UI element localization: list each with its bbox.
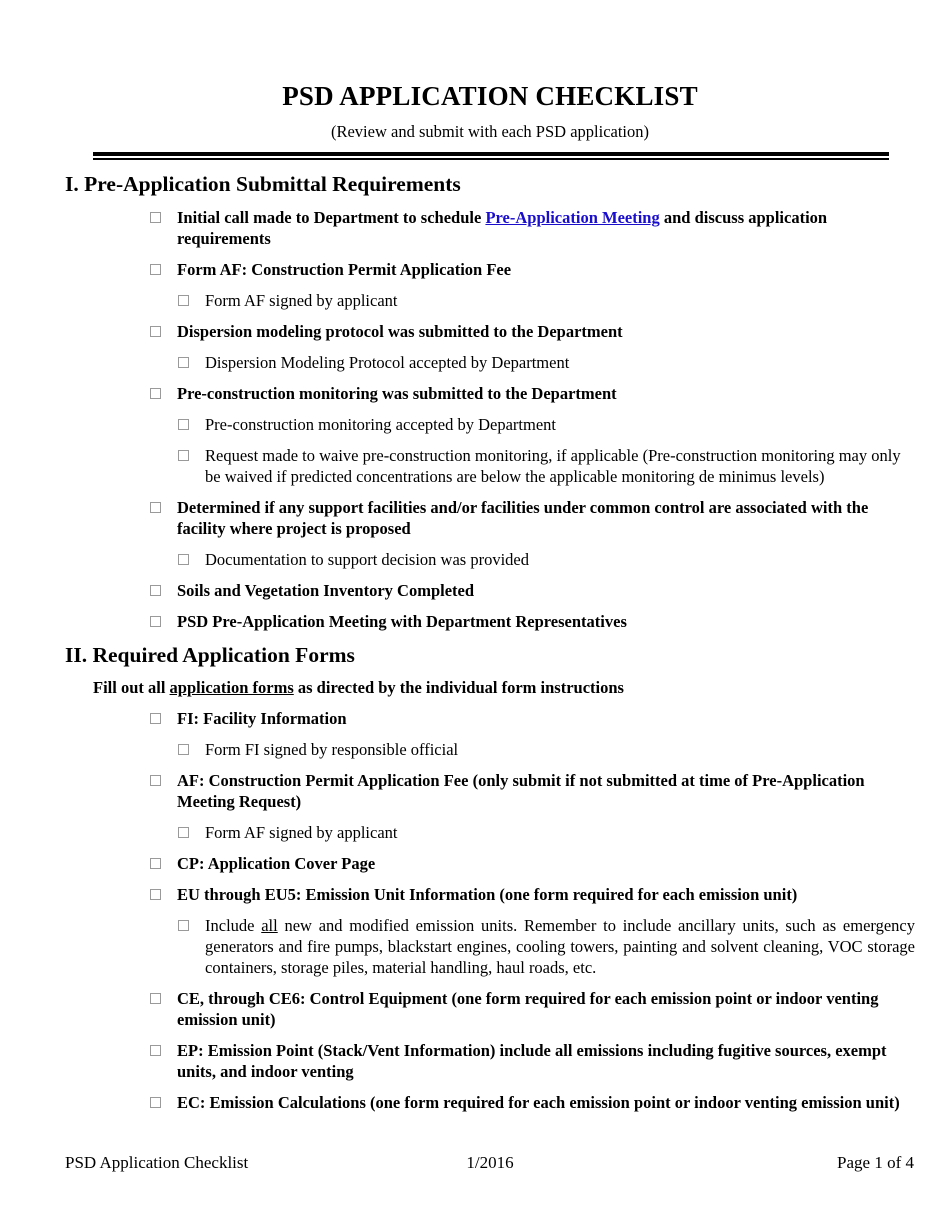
checklist-subitem-documentation: Documentation to support decision was provided [178,549,915,570]
checklist-item-soils-vegetation: Soils and Vegetation Inventory Completed [150,580,915,601]
checkbox[interactable] [150,326,161,337]
checklist-item-initial-call: Initial call made to Department to schedule Pre-Application Meeting and discuss application requirements [150,207,915,249]
checklist-subitem-emission-units: Include all new and modified emission units. Remember to include ancillary units, such as emergency generators and fire pumps, blackstart engines, cooling towers, painting and solvent cleaning, VOC storage containers, storage piles, material handling, haul roads, etc. [178,915,915,978]
checklist-subitem-form-af-signed: Form AF signed by applicant [178,290,915,311]
checklist-subitem-monitoring-accepted: Pre-construction monitoring accepted by Department [178,414,915,435]
checkbox[interactable] [178,295,189,306]
checkbox[interactable] [150,775,161,786]
checkbox[interactable] [178,827,189,838]
footer-page-number: Page 1 of 4 [837,1153,914,1172]
section-heading-required-forms: II. Required Application Forms [65,643,355,667]
checklist-item-ec: EC: Emission Calculations (one form required for each emission point or indoor venting emission unit) [150,1092,915,1113]
checklist-subitem-fi-signed: Form FI signed by responsible official [178,739,915,760]
checkbox[interactable] [178,554,189,565]
checkbox[interactable] [150,993,161,1004]
checkbox[interactable] [178,450,189,461]
checklist-item-cp: CP: Application Cover Page [150,853,915,874]
footer-document-name: PSD Application Checklist [65,1153,249,1172]
checklist-item-pre-application-meeting: PSD Pre-Application Meeting with Department Representatives [150,611,915,632]
checkbox[interactable] [150,502,161,513]
checklist-item-support-facilities: Determined if any support facilities and/or facilities under common control are associated with the facility where project is proposed [150,497,915,539]
footer-date: 1/2016 [466,1153,514,1172]
checkbox[interactable] [150,858,161,869]
checkbox[interactable] [150,388,161,399]
checklist-subitem-waive-monitoring: Request made to waive pre-construction monitoring, if applicable (Pre-construction monitoring may only be waived if predicted concentrations are below the applicable monitoring de minimus levels) [178,445,915,487]
checkbox[interactable] [150,1097,161,1108]
checklist-item-af: AF: Construction Permit Application Fee (only submit if not submitted at time of Pre-Application Meeting Request) [150,770,915,812]
checkbox[interactable] [178,357,189,368]
checklist-item-form-af: Form AF: Construction Permit Application Fee [150,259,915,280]
forms-instruction: Fill out all application forms as directed by the individual form instructions [93,678,624,697]
checkbox[interactable] [150,264,161,275]
checklist-item-ep: EP: Emission Point (Stack/Vent Information) include all emissions including fugitive sources, exempt units, and indoor venting [150,1040,915,1082]
checkbox[interactable] [150,585,161,596]
checklist-item-preconstruction-monitoring: Pre-construction monitoring was submitted to the Department [150,383,915,404]
page-title: PSD APPLICATION CHECKLIST [282,81,698,111]
checkbox[interactable] [178,744,189,755]
checklist-item-ce: CE, through CE6: Control Equipment (one form required for each emission point or indoor venting emission unit) [150,988,915,1030]
checklist-item-dispersion-protocol: Dispersion modeling protocol was submitted to the Department [150,321,915,342]
checkbox[interactable] [150,212,161,223]
checklist-subitem-af-signed: Form AF signed by applicant [178,822,915,843]
checkbox[interactable] [150,713,161,724]
application-forms-link[interactable]: application forms [169,678,294,697]
pre-application-meeting-link[interactable]: Pre-Application Meeting [485,208,660,227]
checkbox[interactable] [150,616,161,627]
checkbox[interactable] [150,1045,161,1056]
checkbox[interactable] [178,419,189,430]
checklist-item-fi: FI: Facility Information [150,708,915,729]
checklist-subitem-protocol-accepted: Dispersion Modeling Protocol accepted by Department [178,352,915,373]
checkbox[interactable] [178,920,189,931]
page-subtitle: (Review and submit with each PSD application) [330,122,650,141]
title-divider [93,152,889,162]
checklist-item-eu: EU through EU5: Emission Unit Information (one form required for each emission unit) [150,884,915,905]
section-heading-pre-application: I. Pre-Application Submittal Requirements [65,172,461,196]
checkbox[interactable] [150,889,161,900]
